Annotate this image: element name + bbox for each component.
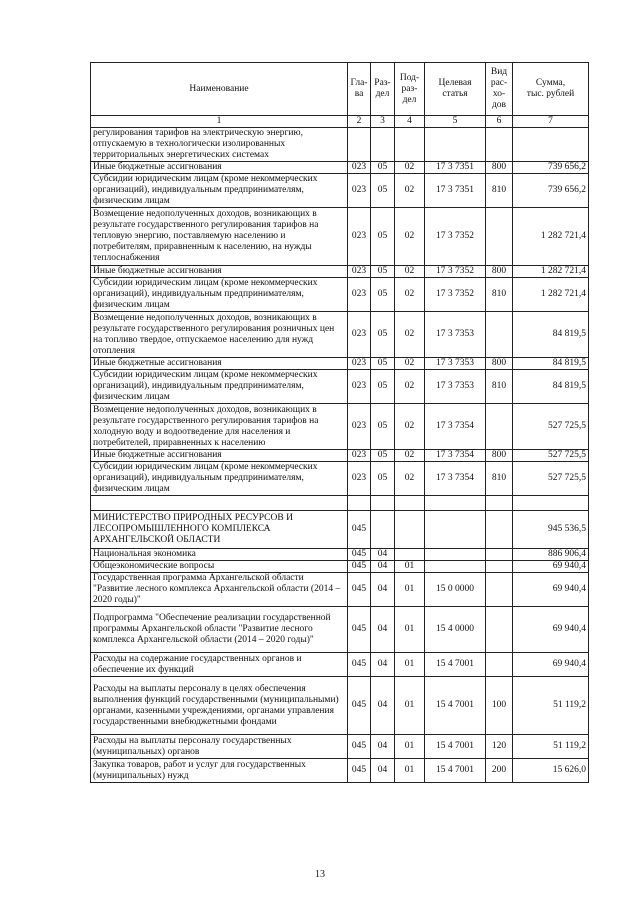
row-chapter: 023 (348, 312, 371, 358)
header-amount: Сумма, тыс. рублей (513, 63, 589, 116)
row-amount: 15 626,0 (513, 759, 589, 783)
table-row (91, 370, 589, 404)
row-expense-type: 800 (486, 162, 513, 174)
row-name: Иные бюджетные ассигнования (91, 266, 348, 278)
row-expense-type (486, 312, 513, 358)
row-amount: 84 819,5 (513, 312, 589, 358)
row-section: 05 (371, 174, 395, 208)
row-subsection: 02 (395, 450, 425, 462)
row-amount: 69 940,4 (513, 607, 589, 653)
header-section: Раз- дел (371, 63, 395, 116)
row-name: Возмещение недополученных доходов, возникающих в результате государственного регулирования розничных цен на топливо твердое, отпускаемое населению для нужд отопления (91, 312, 348, 358)
row-amount: 1 282 721,4 (513, 208, 589, 266)
row-section: 05 (371, 312, 395, 358)
row-subsection: 01 (395, 561, 425, 573)
row-section: 04 (371, 677, 395, 735)
row-subsection: 02 (395, 162, 425, 174)
row-section: 05 (371, 462, 395, 496)
row-subsection: 02 (395, 404, 425, 450)
column-number: 6 (486, 116, 513, 128)
row-expense-type (486, 653, 513, 677)
row-target-article: 15 4 7001 (425, 735, 486, 759)
row-target-article: 17 3 7353 (425, 370, 486, 404)
row-name: Возмещение недополученных доходов, возникающих в результате государственного регулирования тарифов на тепловую энергию, поставляемую населению и потребителям, приравненным к населению, на нужды теплоснабжения (91, 208, 348, 266)
column-number: 5 (425, 116, 486, 128)
row-expense-type: 200 (486, 759, 513, 783)
row-target-article: 15 4 7001 (425, 677, 486, 735)
table-row (91, 278, 589, 312)
row-amount: 739 656,2 (513, 174, 589, 208)
row-section: 05 (371, 266, 395, 278)
column-number: 1 (91, 116, 348, 128)
row-subsection: 02 (395, 462, 425, 496)
row-expense-type: 800 (486, 358, 513, 370)
row-name: Субсидии юридическим лицам (кроме некоммерческих организаций), индивидуальным предпринимателям, физическим лицам (91, 278, 348, 312)
row-expense-type (486, 607, 513, 653)
header-row (91, 63, 589, 116)
column-number: 7 (513, 116, 589, 128)
row-subsection (395, 128, 425, 162)
row-chapter: 023 (348, 266, 371, 278)
row-expense-type: 810 (486, 370, 513, 404)
table-row (91, 208, 589, 266)
row-subsection: 01 (395, 759, 425, 783)
header-target-article: Целевая статья (425, 63, 486, 116)
row-chapter: 023 (348, 174, 371, 208)
row-amount: 51 119,2 (513, 735, 589, 759)
row-section (371, 128, 395, 162)
table-row (91, 496, 589, 511)
row-section (371, 496, 395, 511)
table-row (91, 266, 589, 278)
row-name: Иные бюджетные ассигнования (91, 162, 348, 174)
row-chapter: 045 (348, 653, 371, 677)
table-row (91, 735, 589, 759)
row-target-article: 17 3 7352 (425, 278, 486, 312)
row-chapter: 023 (348, 358, 371, 370)
row-target-article: 17 3 7354 (425, 450, 486, 462)
row-chapter: 045 (348, 561, 371, 573)
row-amount: 527 725,5 (513, 450, 589, 462)
row-subsection: 02 (395, 174, 425, 208)
row-chapter: 023 (348, 450, 371, 462)
row-amount: 527 725,5 (513, 462, 589, 496)
row-target-article: 17 3 7354 (425, 404, 486, 450)
row-expense-type (486, 496, 513, 511)
row-amount: 739 656,2 (513, 162, 589, 174)
row-section: 05 (371, 404, 395, 450)
row-chapter: 045 (348, 759, 371, 783)
row-expense-type: 810 (486, 174, 513, 208)
row-target-article: 17 3 7351 (425, 174, 486, 208)
row-target-article (425, 128, 486, 162)
row-name: Субсидии юридическим лицам (кроме некоммерческих организаций), индивидуальным предпринимателям, физическим лицам (91, 174, 348, 208)
row-chapter: 045 (348, 735, 371, 759)
row-name: МИНИСТЕРСТВО ПРИРОДНЫХ РЕСУРСОВ И ЛЕСОПРОМЫШЛЕННОГО КОМПЛЕКСА АРХАНГЕЛЬСКОЙ ОБЛАСТИ (91, 511, 348, 549)
table-row (91, 561, 589, 573)
column-number: 2 (348, 116, 371, 128)
row-subsection: 02 (395, 312, 425, 358)
row-subsection: 01 (395, 677, 425, 735)
row-name: Расходы на выплаты персоналу государственных (муниципальных) органов (91, 735, 348, 759)
row-name: Субсидии юридическим лицам (кроме некоммерческих организаций), индивидуальным предпринимателям, физическим лицам (91, 370, 348, 404)
row-target-article: 17 3 7353 (425, 312, 486, 358)
table-row (91, 312, 589, 358)
table-row (91, 607, 589, 653)
row-section: 05 (371, 450, 395, 462)
row-amount: 69 940,4 (513, 561, 589, 573)
table-row (91, 653, 589, 677)
row-name: Подпрограмма "Обеспечение реализации государственной программы Архангельской области "Развитие лесного комплекса Архангельской области (2014 – 2020 годы)" (91, 607, 348, 653)
row-subsection: 02 (395, 208, 425, 266)
row-chapter (348, 496, 371, 511)
header-expense-type: Вид рас- хо- дов (486, 63, 513, 116)
row-section: 04 (371, 653, 395, 677)
row-expense-type (486, 561, 513, 573)
row-target-article (425, 561, 486, 573)
table-row (91, 511, 589, 549)
row-chapter: 045 (348, 573, 371, 607)
page-number: 13 (315, 869, 325, 880)
row-amount: 84 819,5 (513, 370, 589, 404)
row-name: Национальная экономика (91, 549, 348, 561)
table-row (91, 162, 589, 174)
row-subsection (395, 549, 425, 561)
row-target-article: 15 4 0000 (425, 607, 486, 653)
row-subsection: 02 (395, 370, 425, 404)
row-section: 04 (371, 561, 395, 573)
column-number: 4 (395, 116, 425, 128)
row-expense-type: 120 (486, 735, 513, 759)
row-amount: 886 906,4 (513, 549, 589, 561)
header-name: Наименование (91, 63, 348, 116)
row-expense-type (486, 208, 513, 266)
row-name: Закупка товаров, работ и услуг для государственных (муниципальных) нужд (91, 759, 348, 783)
row-subsection: 02 (395, 266, 425, 278)
row-amount (513, 128, 589, 162)
row-name: Расходы на содержание государственных органов и обеспечение их функций (91, 653, 348, 677)
row-chapter: 045 (348, 511, 371, 549)
row-chapter: 023 (348, 278, 371, 312)
row-section: 05 (371, 278, 395, 312)
row-section: 04 (371, 573, 395, 607)
table-row (91, 462, 589, 496)
table-row (91, 358, 589, 370)
row-chapter (348, 128, 371, 162)
row-target-article: 15 4 7001 (425, 653, 486, 677)
row-name: Общеэкономические вопросы (91, 561, 348, 573)
row-amount: 945 536,5 (513, 511, 589, 549)
row-subsection (395, 511, 425, 549)
row-section: 05 (371, 208, 395, 266)
row-amount: 51 119,2 (513, 677, 589, 735)
table-row (91, 450, 589, 462)
row-expense-type: 800 (486, 266, 513, 278)
row-subsection: 01 (395, 735, 425, 759)
row-target-article: 15 4 7001 (425, 759, 486, 783)
row-chapter: 023 (348, 404, 371, 450)
row-section: 05 (371, 162, 395, 174)
row-section: 05 (371, 358, 395, 370)
row-name: Иные бюджетные ассигнования (91, 358, 348, 370)
row-name: Возмещение недополученных доходов, возникающих в результате государственного регулирования тарифов на холодную воду и водоотведение для населения и потребителей, приравненных к населению (91, 404, 348, 450)
row-expense-type: 810 (486, 278, 513, 312)
table-row (91, 128, 589, 162)
row-expense-type (486, 404, 513, 450)
row-target-article: 17 3 7354 (425, 462, 486, 496)
row-section: 04 (371, 735, 395, 759)
table-row (91, 404, 589, 450)
row-chapter: 045 (348, 677, 371, 735)
row-expense-type: 810 (486, 462, 513, 496)
row-subsection: 02 (395, 278, 425, 312)
row-section: 04 (371, 759, 395, 783)
row-subsection (395, 496, 425, 511)
row-amount: 84 819,5 (513, 358, 589, 370)
row-expense-type (486, 128, 513, 162)
row-section: 04 (371, 549, 395, 561)
row-target-article (425, 496, 486, 511)
row-chapter: 045 (348, 549, 371, 561)
table-row (91, 573, 589, 607)
budget-table (90, 62, 589, 783)
row-target-article (425, 511, 486, 549)
row-target-article: 17 3 7353 (425, 358, 486, 370)
row-amount: 1 282 721,4 (513, 278, 589, 312)
row-section: 04 (371, 607, 395, 653)
row-target-article: 17 3 7352 (425, 208, 486, 266)
row-chapter: 023 (348, 208, 371, 266)
row-expense-type: 100 (486, 677, 513, 735)
row-expense-type (486, 573, 513, 607)
table-row (91, 549, 589, 561)
row-expense-type (486, 549, 513, 561)
row-amount (513, 496, 589, 511)
row-section: 05 (371, 370, 395, 404)
row-target-article (425, 549, 486, 561)
row-chapter: 023 (348, 370, 371, 404)
row-amount: 69 940,4 (513, 653, 589, 677)
row-expense-type (486, 511, 513, 549)
row-subsection: 01 (395, 607, 425, 653)
row-target-article: 15 0 0000 (425, 573, 486, 607)
row-amount: 527 725,5 (513, 404, 589, 450)
header-chapter: Гла- ва (348, 63, 371, 116)
row-chapter: 023 (348, 462, 371, 496)
table-row (91, 677, 589, 735)
row-expense-type: 800 (486, 450, 513, 462)
column-number-row (91, 116, 589, 128)
row-chapter: 023 (348, 162, 371, 174)
table-body (91, 128, 589, 783)
column-number: 3 (371, 116, 395, 128)
row-name: Иные бюджетные ассигнования (91, 450, 348, 462)
header-subsection: Под- раз- дел (395, 63, 425, 116)
row-name: Расходы на выплаты персоналу в целях обеспечения выполнения функций государственными (муниципальными) органами, казенными учреждениями, органами управления государственными внебюджетными фондами (91, 677, 348, 735)
table-row (91, 759, 589, 783)
row-chapter: 045 (348, 607, 371, 653)
row-subsection: 01 (395, 573, 425, 607)
row-name: Субсидии юридическим лицам (кроме некоммерческих организаций), индивидуальным предпринимателям, физическим лицам (91, 462, 348, 496)
row-target-article: 17 3 7352 (425, 266, 486, 278)
row-target-article: 17 3 7351 (425, 162, 486, 174)
row-amount: 1 282 721,4 (513, 266, 589, 278)
row-subsection: 01 (395, 653, 425, 677)
row-name (91, 496, 348, 511)
row-name: регулирования тарифов на электрическую энергию, отпускаемую в технологически изолированных территориальных энергетических системах (91, 128, 348, 162)
row-subsection: 02 (395, 358, 425, 370)
row-name: Государственная программа Архангельской области "Развитие лесного комплекса Архангельской области (2014 – 2020 годы)" (91, 573, 348, 607)
row-section (371, 511, 395, 549)
row-amount: 69 940,4 (513, 573, 589, 607)
table-row (91, 174, 589, 208)
